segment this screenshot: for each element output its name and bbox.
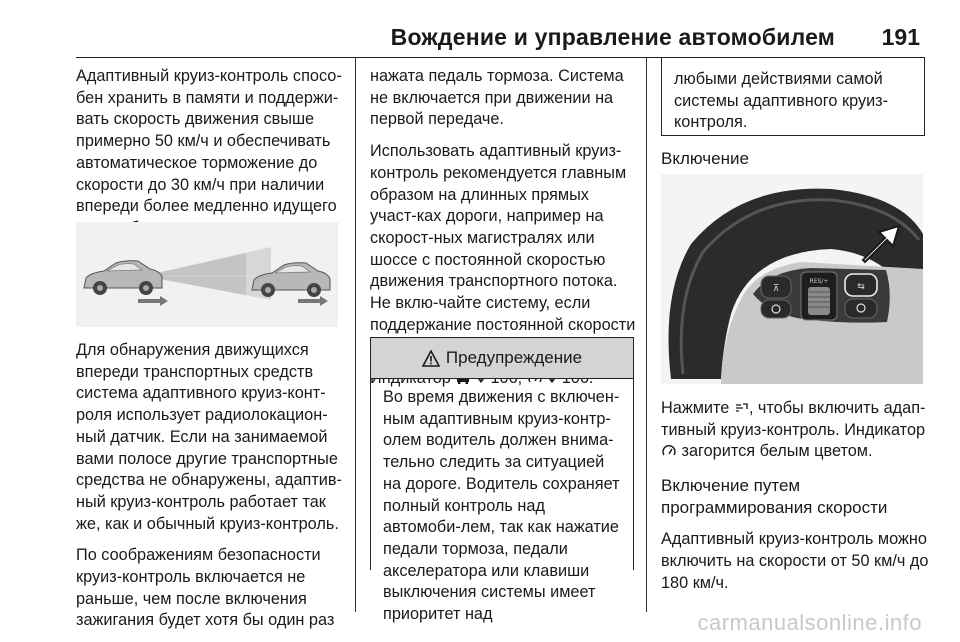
watermark: carmanualsonline.info	[697, 610, 922, 635]
warning-box	[370, 337, 634, 624]
page-header	[0, 0, 960, 58]
follow-distance-button[interactable]	[845, 299, 877, 318]
speed-limiter-button[interactable]	[761, 276, 791, 298]
page-number: 191	[881, 24, 920, 50]
warning-triangle-icon	[422, 350, 440, 367]
paragraph-speed-range: Адаптивный круиз-контроль можно включить на скорости от 50 км/ч до 180 км/ч.	[661, 530, 929, 592]
svg-text:⊼: ⊼	[772, 284, 780, 294]
column-divider-2	[646, 57, 647, 612]
paragraph-safety: По соображениям безопасности круиз-контроль включается не раньше, чем после включения зажигания будет хотя бы один раз	[76, 546, 335, 630]
res-button-label: RES/+	[809, 278, 829, 285]
steering-wheel-illustration	[661, 174, 923, 384]
adaptive-cruise-button[interactable]	[845, 274, 877, 296]
cruise-off-button[interactable]	[761, 300, 791, 318]
indicator-white-text: загорится белым цветом.	[681, 442, 873, 461]
warning-continuation-box	[661, 57, 925, 136]
column-divider-1	[355, 57, 356, 612]
radar-illustration-graphic	[76, 222, 338, 327]
press-text-after: , чтобы включить адап-тивный круиз-контроль. Индикатор	[661, 399, 926, 439]
paragraph-radar: Для обнаружения движущихся впереди транспортных средств система адаптивного круиз-конт-роля использует радиолокацион-ный датчик. Если на занимаемой вами полосе другие транспортные средства не обнаружены, адаптив-ный круиз-контроль работает так же, как и обычный круиз-контроль.	[76, 341, 342, 533]
paragraph-usage: Использовать адаптивный круиз-контроль рекомендуется главным образом на длинных прямых участ-ках дороги, например на скорост-ных магистралях или шоссе с постоянной скоростью движения транспортного потока. Не вклю-чайте систему, если поддержание постоянной скорости	[370, 142, 636, 334]
steering-wheel-graphic	[661, 174, 923, 384]
own-car	[84, 261, 162, 295]
heading-programming: Включение путем программирования скорости	[661, 476, 888, 518]
column-1-lower	[76, 340, 348, 642]
res-set-roller[interactable]	[801, 272, 837, 320]
paragraph-press	[661, 398, 933, 463]
motion-arrow-left	[138, 296, 168, 306]
radar-illustration	[76, 222, 338, 327]
warning-continuation-text: любыми действиями самой системы адаптивного круиз-контроля.	[674, 70, 889, 132]
warning-header	[371, 338, 633, 379]
speedometer-icon	[661, 444, 677, 458]
press-text-before: Нажмите	[661, 399, 730, 417]
paragraph-intro: Адаптивный круиз-контроль спосо-бен хранить в памяти и поддержи-вать скорость движения свыше примерно 50 км/ч и обеспечивать автоматическое торможение до скорости до 30 км/ч при наличии впереди более медленно идущего	[76, 67, 342, 216]
heading-activation: Включение	[661, 149, 749, 168]
warning-text: Во время движения с включен-ным адаптивным круиз-контр-олем водитель должен внима-тельно следить за ситуацией на дороге. Водитель сохраняет полный контроль над автомоби-лем, так как нажатие педали тормоза, педали акселератора или клавиши выключения системы имеет приоритет над	[383, 388, 620, 624]
warning-title: Предупреждение	[445, 348, 583, 367]
paragraph-brake: нажата педаль тормоза. Система не включается при движении на первой передаче.	[370, 67, 624, 129]
column-3-text	[661, 398, 933, 604]
page-title: Вождение и управление автомобилем	[390, 24, 835, 50]
motion-arrow-right	[298, 296, 328, 306]
svg-text:⇆: ⇆	[857, 282, 865, 292]
adaptive-cruise-button-icon	[734, 401, 749, 415]
